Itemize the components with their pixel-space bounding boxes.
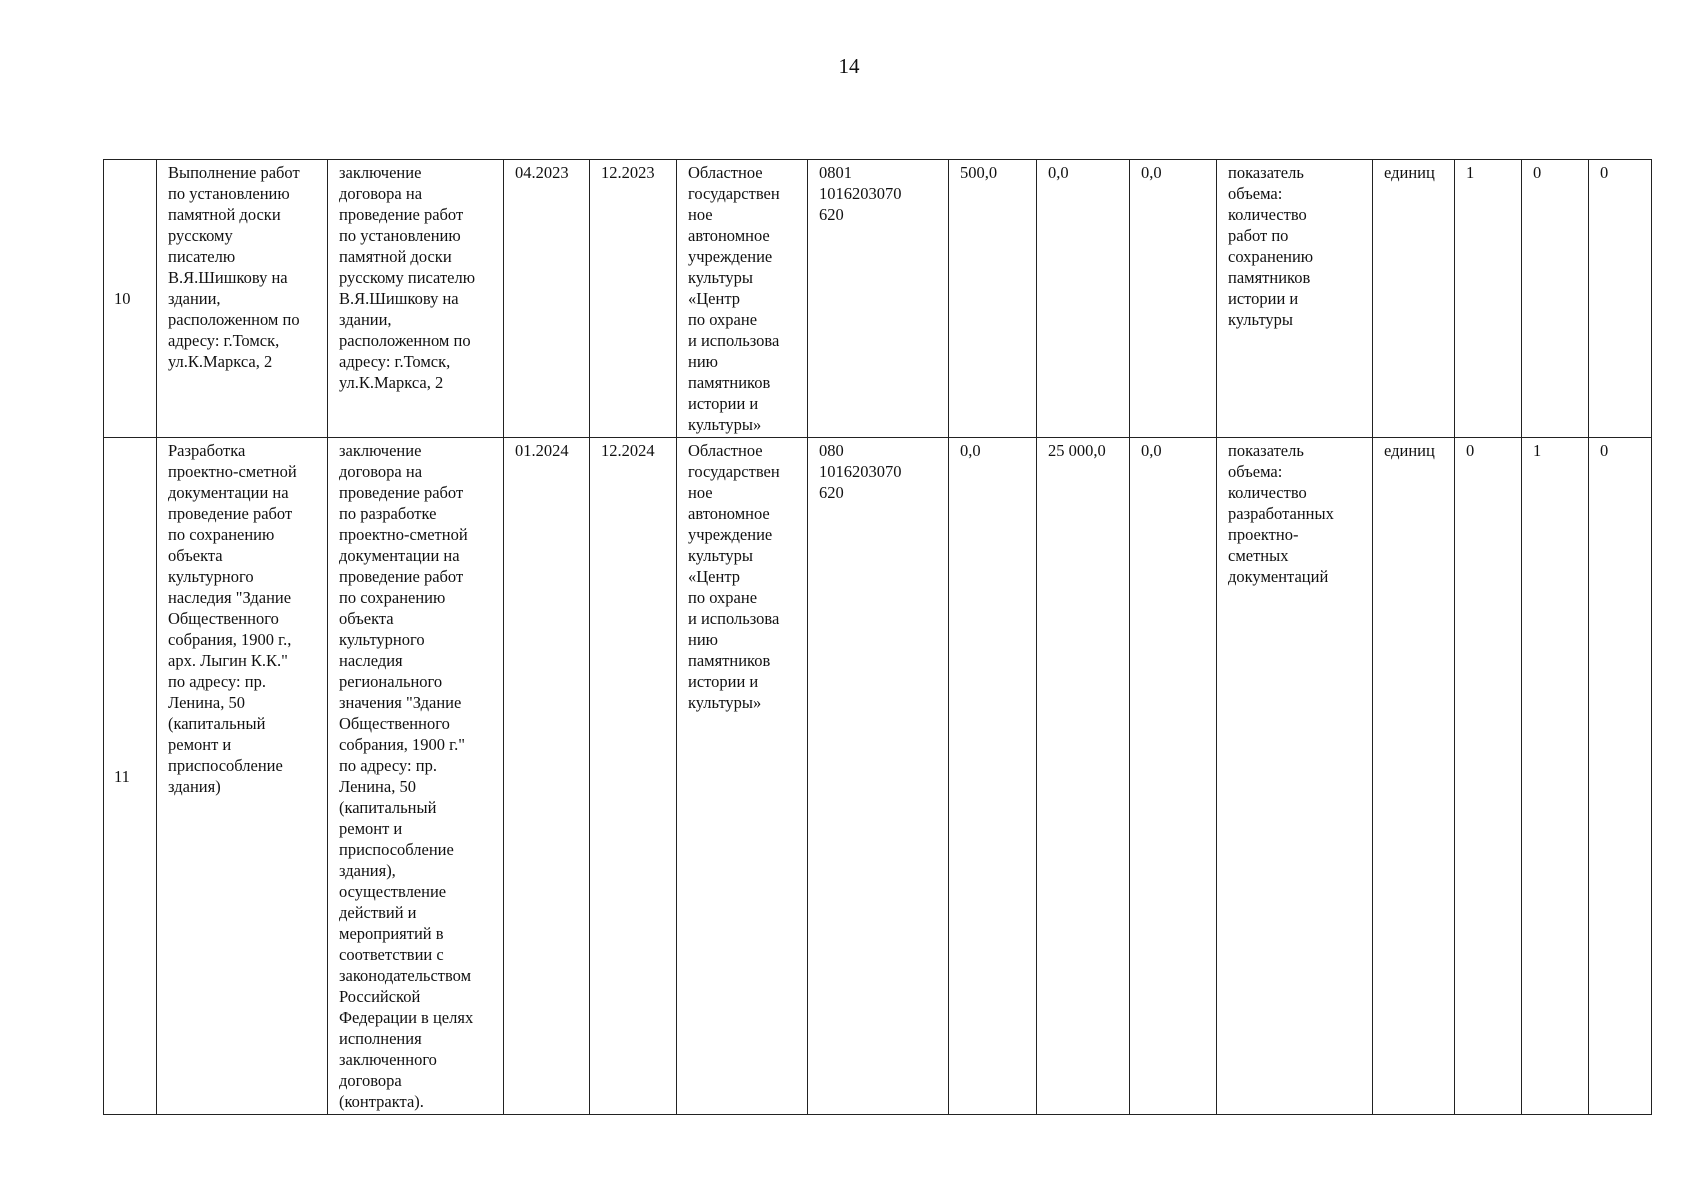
start-date: 01.2024 bbox=[504, 438, 590, 1115]
executor: Областное государствен ное автономное учреждение культуры «Центр по охране и использова нию памятников истории и культуры» bbox=[677, 160, 808, 438]
measure-name: Разработка проектно-сметной документации на проведение работ по сохранению объекта культурного наследия "Здание Общественного собрания, 1900 г., арх. Лыгин К.К." по адресу: пр. Ленина, 50 (капитальный ремонт и приспособление здания) bbox=[157, 438, 328, 1115]
quantity-2: 1 bbox=[1522, 438, 1589, 1115]
row-number: 11 bbox=[104, 438, 157, 1115]
quantity-3: 0 bbox=[1589, 438, 1652, 1115]
page-number: 14 bbox=[838, 54, 860, 78]
quantity-1: 0 bbox=[1455, 438, 1522, 1115]
funding-value-3: 0,0 bbox=[1130, 160, 1217, 438]
indicator: показатель объема: количество работ по сохранению памятников истории и культуры bbox=[1217, 160, 1373, 438]
measure-name: Выполнение работ по установлению памятной доски русскому писателю В.Я.Шишкову на здании, расположенном по адресу: г.Томск, ул.К.Маркса, 2 bbox=[157, 160, 328, 438]
table-row bbox=[104, 438, 1652, 1115]
unit: единиц bbox=[1373, 160, 1455, 438]
quantity-3: 0 bbox=[1589, 160, 1652, 438]
end-date: 12.2023 bbox=[590, 160, 677, 438]
measures-table bbox=[103, 159, 1652, 1115]
table-row bbox=[104, 160, 1652, 438]
funding-value-1: 0,0 bbox=[949, 438, 1037, 1115]
executor: Областное государствен ное автономное учреждение культуры «Центр по охране и использова нию памятников истории и культуры» bbox=[677, 438, 808, 1115]
unit: единиц bbox=[1373, 438, 1455, 1115]
quantity-2: 0 bbox=[1522, 160, 1589, 438]
funding-value-3: 0,0 bbox=[1130, 438, 1217, 1115]
row-number: 10 bbox=[104, 160, 157, 438]
end-date: 12.2024 bbox=[590, 438, 677, 1115]
control-event: заключение договора на проведение работ по разработке проектно-сметной документации на проведение работ по сохранению объекта культурного наследия регионального значения "Здание Общественного собрания, 1900 г." по адресу: пр. Ленина, 50 (капитальный ремонт и приспособление здания), осуществление действий и мероприятий в соответствии с законодательством Российской Федерации в целях исполнения заключенного договора (контракта). bbox=[328, 438, 504, 1115]
quantity-1: 1 bbox=[1455, 160, 1522, 438]
start-date: 04.2023 bbox=[504, 160, 590, 438]
funding-value-1: 500,0 bbox=[949, 160, 1037, 438]
budget-code: 080 1016203070 620 bbox=[808, 438, 949, 1115]
control-event: заключение договора на проведение работ по установлению памятной доски русскому писателю В.Я.Шишкову на здании, расположенном по адресу: г.Томск, ул.К.Маркса, 2 bbox=[328, 160, 504, 438]
budget-code: 0801 1016203070 620 bbox=[808, 160, 949, 438]
funding-value-2: 0,0 bbox=[1037, 160, 1130, 438]
indicator: показатель объема: количество разработанных проектно- сметных документаций bbox=[1217, 438, 1373, 1115]
funding-value-2: 25 000,0 bbox=[1037, 438, 1130, 1115]
